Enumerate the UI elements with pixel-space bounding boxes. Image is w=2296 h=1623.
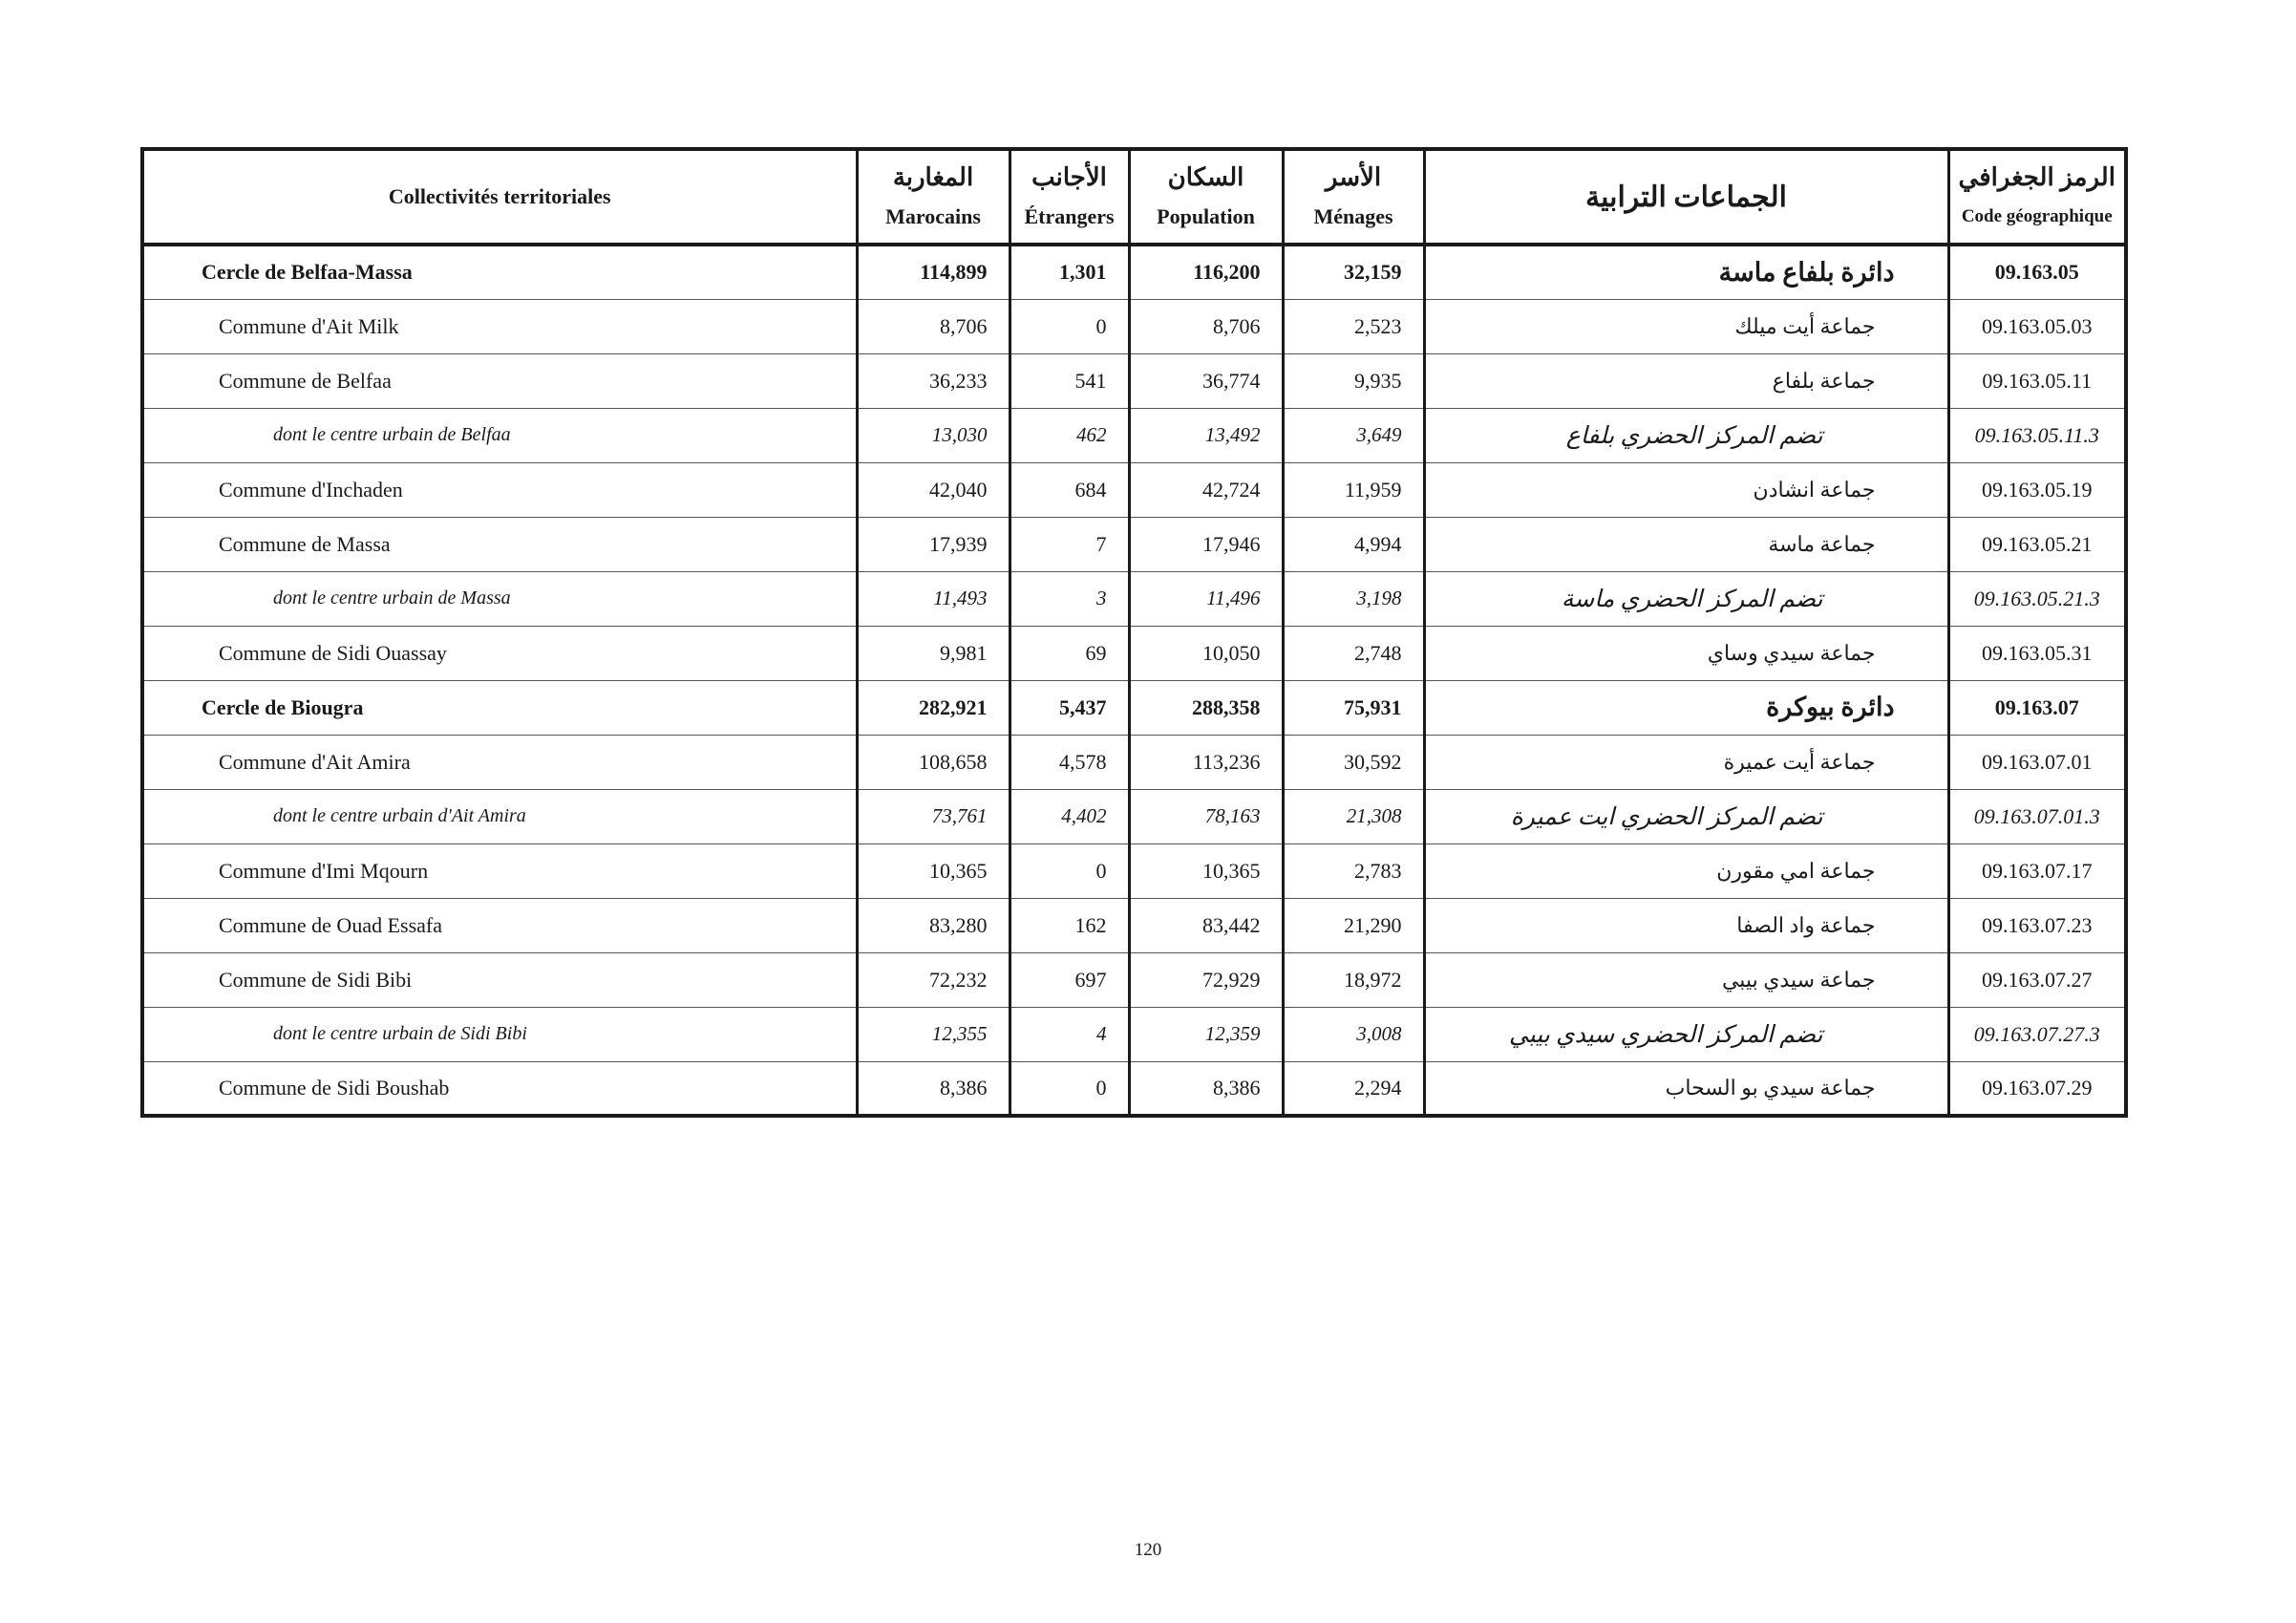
header-code-fr: Code géographique — [1961, 206, 2113, 226]
table-row — [142, 245, 2126, 299]
row-menages: 4,994 — [1283, 517, 1424, 571]
row-code: 09.163.05.11.3 — [1948, 408, 2126, 462]
table-row — [142, 353, 2126, 408]
table-row — [142, 898, 2126, 952]
row-name-ar: جماعة انشادن — [1424, 462, 1948, 517]
row-population: 10,365 — [1129, 844, 1283, 898]
row-name-fr: Cercle de Biougra — [142, 680, 857, 735]
row-marocains: 17,939 — [857, 517, 1010, 571]
row-population: 8,706 — [1129, 299, 1283, 353]
row-marocains: 10,365 — [857, 844, 1010, 898]
row-menages: 32,159 — [1283, 245, 1424, 299]
header-population-ar: السكان — [1167, 163, 1244, 191]
header-code — [1948, 149, 2126, 245]
row-code: 09.163.05.03 — [1948, 299, 2126, 353]
row-menages: 75,931 — [1283, 680, 1424, 735]
header-collectivites-fr: Collectivités territoriales — [142, 149, 857, 245]
row-name-ar: جماعة واد الصفا — [1424, 898, 1948, 952]
row-menages: 11,959 — [1283, 462, 1424, 517]
row-population: 11,496 — [1129, 571, 1283, 626]
row-menages: 21,290 — [1283, 898, 1424, 952]
header-menages-fr: Ménages — [1313, 204, 1393, 228]
row-marocains: 73,761 — [857, 789, 1010, 844]
row-etrangers: 4,578 — [1010, 735, 1129, 789]
header-etrangers — [1010, 149, 1129, 245]
row-menages: 30,592 — [1283, 735, 1424, 789]
row-code: 09.163.07.17 — [1948, 844, 2126, 898]
row-name-ar: تضم المركز الحضري ماسة — [1424, 571, 1948, 626]
row-marocains: 83,280 — [857, 898, 1010, 952]
row-etrangers: 541 — [1010, 353, 1129, 408]
table-row — [142, 408, 2126, 462]
row-etrangers: 684 — [1010, 462, 1129, 517]
row-population: 288,358 — [1129, 680, 1283, 735]
table-row — [142, 517, 2126, 571]
row-population: 12,359 — [1129, 1007, 1283, 1061]
row-name-fr: Commune de Massa — [142, 517, 857, 571]
row-name-fr: Commune d'Imi Mqourn — [142, 844, 857, 898]
row-name-ar: جماعة أيت ميلك — [1424, 299, 1948, 353]
page-number: 120 — [1134, 1540, 1162, 1560]
row-menages: 9,935 — [1283, 353, 1424, 408]
row-menages: 2,748 — [1283, 626, 1424, 680]
row-population: 113,236 — [1129, 735, 1283, 789]
row-code: 09.163.07.27 — [1948, 952, 2126, 1007]
row-name-fr: Commune de Sidi Boushab — [142, 1061, 857, 1116]
row-etrangers: 697 — [1010, 952, 1129, 1007]
row-etrangers: 0 — [1010, 844, 1129, 898]
row-marocains: 72,232 — [857, 952, 1010, 1007]
header-marocains — [857, 149, 1010, 245]
row-name-ar: تضم المركز الحضري سيدي بيبي — [1424, 1007, 1948, 1061]
row-population: 10,050 — [1129, 626, 1283, 680]
row-name-fr: Commune d'Inchaden — [142, 462, 857, 517]
row-name-ar: جماعة ماسة — [1424, 517, 1948, 571]
row-code: 09.163.07.29 — [1948, 1061, 2126, 1116]
row-menages: 2,294 — [1283, 1061, 1424, 1116]
row-etrangers: 5,437 — [1010, 680, 1129, 735]
row-code: 09.163.05 — [1948, 245, 2126, 299]
row-name-ar: جماعة سيدي بيبي — [1424, 952, 1948, 1007]
row-menages: 2,783 — [1283, 844, 1424, 898]
row-code: 09.163.05.11 — [1948, 353, 2126, 408]
table-row — [142, 680, 2126, 735]
row-menages: 3,008 — [1283, 1007, 1424, 1061]
row-name-fr: Commune de Belfaa — [142, 353, 857, 408]
table-row — [142, 1007, 2126, 1061]
row-name-fr: dont le centre urbain de Sidi Bibi — [142, 1007, 857, 1061]
row-menages: 3,649 — [1283, 408, 1424, 462]
row-marocains: 282,921 — [857, 680, 1010, 735]
row-marocains: 12,355 — [857, 1007, 1010, 1061]
row-code: 09.163.07.23 — [1948, 898, 2126, 952]
row-name-fr: Commune de Sidi Ouassay — [142, 626, 857, 680]
row-etrangers: 3 — [1010, 571, 1129, 626]
row-name-fr: Commune d'Ait Amira — [142, 735, 857, 789]
header-code-ar: الرمز الجغرافي — [1958, 163, 2115, 191]
row-marocains: 9,981 — [857, 626, 1010, 680]
row-name-fr: Commune de Sidi Bibi — [142, 952, 857, 1007]
row-population: 72,929 — [1129, 952, 1283, 1007]
header-marocains-fr: Marocains — [885, 204, 981, 228]
row-code: 09.163.07.01 — [1948, 735, 2126, 789]
row-name-ar: دائرة بلفاع ماسة — [1424, 245, 1948, 299]
header-menages — [1283, 149, 1424, 245]
row-name-fr: dont le centre urbain de Massa — [142, 571, 857, 626]
row-menages: 18,972 — [1283, 952, 1424, 1007]
table-row — [142, 626, 2126, 680]
table-row — [142, 789, 2126, 844]
row-population: 116,200 — [1129, 245, 1283, 299]
row-name-fr: dont le centre urbain de Belfaa — [142, 408, 857, 462]
row-marocains: 13,030 — [857, 408, 1010, 462]
row-menages: 3,198 — [1283, 571, 1424, 626]
row-code: 09.163.05.21 — [1948, 517, 2126, 571]
row-name-fr: Cercle de Belfaa-Massa — [142, 245, 857, 299]
row-name-ar: جماعة بلفاع — [1424, 353, 1948, 408]
row-population: 17,946 — [1129, 517, 1283, 571]
header-population — [1129, 149, 1283, 245]
row-marocains: 42,040 — [857, 462, 1010, 517]
row-code: 09.163.07 — [1948, 680, 2126, 735]
row-code: 09.163.05.21.3 — [1948, 571, 2126, 626]
row-marocains: 114,899 — [857, 245, 1010, 299]
row-name-ar: جماعة سيدي بو السحاب — [1424, 1061, 1948, 1116]
row-etrangers: 462 — [1010, 408, 1129, 462]
table-row — [142, 571, 2126, 626]
row-menages: 21,308 — [1283, 789, 1424, 844]
table-header-row — [142, 149, 2126, 245]
row-etrangers: 4 — [1010, 1007, 1129, 1061]
row-etrangers: 4,402 — [1010, 789, 1129, 844]
table-row — [142, 844, 2126, 898]
table-row — [142, 735, 2126, 789]
row-marocains: 11,493 — [857, 571, 1010, 626]
header-menages-ar: الأسر — [1325, 163, 1382, 191]
row-code: 09.163.07.27.3 — [1948, 1007, 2126, 1061]
row-population: 13,492 — [1129, 408, 1283, 462]
header-collectivites-ar: الجماعات الترابية — [1424, 149, 1948, 245]
header-etrangers-fr: Étrangers — [1024, 204, 1115, 228]
table-row — [142, 462, 2126, 517]
header-population-fr: Population — [1157, 204, 1255, 228]
row-etrangers: 162 — [1010, 898, 1129, 952]
row-name-ar: تضم المركز الحضري بلفاع — [1424, 408, 1948, 462]
row-name-ar: جماعة سيدي وساي — [1424, 626, 1948, 680]
row-etrangers: 0 — [1010, 1061, 1129, 1116]
row-name-fr: Commune d'Ait Milk — [142, 299, 857, 353]
row-population: 78,163 — [1129, 789, 1283, 844]
population-table — [140, 147, 2128, 1118]
table-row — [142, 952, 2126, 1007]
row-code: 09.163.05.19 — [1948, 462, 2126, 517]
row-name-ar: تضم المركز الحضري ايت عميرة — [1424, 789, 1948, 844]
row-marocains: 36,233 — [857, 353, 1010, 408]
row-marocains: 8,706 — [857, 299, 1010, 353]
header-marocains-ar: المغاربة — [892, 163, 974, 191]
table-row — [142, 299, 2126, 353]
row-etrangers: 1,301 — [1010, 245, 1129, 299]
row-name-fr: dont le centre urbain d'Ait Amira — [142, 789, 857, 844]
row-marocains: 8,386 — [857, 1061, 1010, 1116]
table-row — [142, 1061, 2126, 1116]
row-population: 8,386 — [1129, 1061, 1283, 1116]
row-code: 09.163.07.01.3 — [1948, 789, 2126, 844]
row-population: 83,442 — [1129, 898, 1283, 952]
row-marocains: 108,658 — [857, 735, 1010, 789]
row-population: 42,724 — [1129, 462, 1283, 517]
row-code: 09.163.05.31 — [1948, 626, 2126, 680]
row-name-ar: جماعة أيت عميرة — [1424, 735, 1948, 789]
header-etrangers-ar: الأجانب — [1031, 163, 1107, 191]
row-etrangers: 0 — [1010, 299, 1129, 353]
row-etrangers: 7 — [1010, 517, 1129, 571]
row-name-ar: جماعة امي مقورن — [1424, 844, 1948, 898]
row-population: 36,774 — [1129, 353, 1283, 408]
row-menages: 2,523 — [1283, 299, 1424, 353]
row-name-ar: دائرة بيوكرة — [1424, 680, 1948, 735]
row-name-fr: Commune de Ouad Essafa — [142, 898, 857, 952]
row-etrangers: 69 — [1010, 626, 1129, 680]
